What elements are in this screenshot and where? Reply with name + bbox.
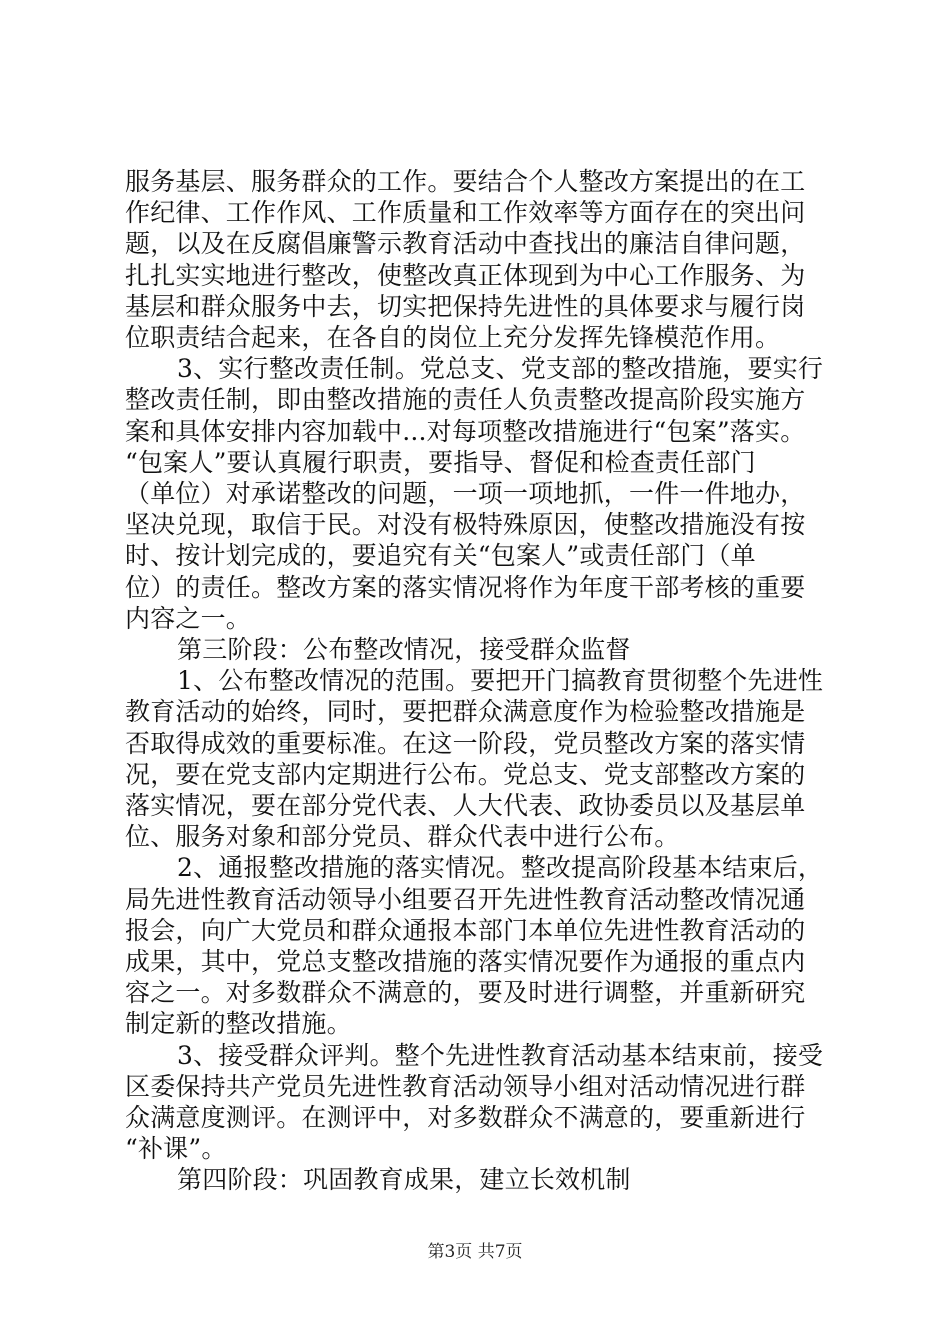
text-line: 服务基层、服务群众的工作。要结合个人整改方案提出的在工	[125, 167, 806, 196]
text-line: 况，要在党支部内定期进行公布。党总支、党支部整改方案的	[125, 759, 806, 789]
text-line: “补课”。	[125, 1134, 227, 1164]
text-line: 位、服务对象和部分党员、群众代表中进行公布。	[125, 822, 680, 852]
text-line: 扎扎实实地进行整改，使整改真正体现到为中心工作服务、为	[125, 260, 806, 290]
text-line: 容之一。对多数群众不满意的，要及时进行调整，并重新研究	[125, 978, 806, 1008]
text-line: 整改责任制，即由整改措施的责任人负责整改提高阶段实施方	[125, 385, 806, 415]
text-line: 位）的责任。整改方案的落实情况将作为年度干部考核的重要	[125, 572, 806, 602]
text-line: 时、按计划完成的，要追究有关“包案人”或责任部门（单	[125, 541, 756, 571]
text-line: 位职责结合起来，在各自的岗位上充分发挥先锋模范作用。	[125, 323, 781, 352]
paragraph-start-line: 2、通报整改措施的落实情况。整改提高阶段基本结束后，	[177, 853, 824, 883]
text-line: 案和具体安排内容加载中...对每项整改措施进行“包案”落实。	[125, 416, 806, 446]
section-heading: 第三阶段：公布整改情况，接受群众监督	[177, 635, 631, 664]
text-line: 题，以及在反腐倡廉警示教育活动中查找出的廉洁自律问题，	[125, 229, 806, 259]
text-line: 众满意度测评。在测评中，对多数群众不满意的，要重新进行	[125, 1103, 806, 1132]
text-line: 落实情况，要在部分党代表、人大代表、政协委员以及基层单	[125, 791, 806, 820]
text-line: 教育活动的始终，同时，要把群众满意度作为检验整改措施是	[125, 697, 806, 727]
text-line: “包案人”要认真履行职责，要指导、督促和检查责任部门	[125, 447, 756, 477]
text-line: 内容之一。	[125, 603, 252, 633]
text-line: 报会，向广大党员和群众通报本部门本单位先进性教育活动的	[125, 915, 806, 945]
text-line: 区委保持共产党员先进性教育活动领导小组对活动情况进行群	[125, 1071, 806, 1101]
page-footer: 第3页 共7页	[427, 1242, 523, 1262]
text-line: 作纪律、工作作风、工作质量和工作效率等方面存在的突出问	[125, 198, 806, 228]
section-heading: 第四阶段：巩固教育成果，建立长效机制	[177, 1165, 631, 1195]
text-line: 成果，其中，党总支整改措施的落实情况要作为通报的重点内	[125, 947, 806, 976]
paragraph-start-line: 3、接受群众评判。整个先进性教育活动基本结束前，接受	[177, 1040, 824, 1070]
text-line: 制定新的整改措施。	[125, 1009, 352, 1039]
text-line: 局先进性教育活动领导小组要召开先进性教育活动整改情况通	[125, 884, 806, 914]
text-line: （单位）对承诺整改的问题，一项一项地抓，一件一件地办，	[125, 479, 806, 508]
text-line: 基层和群众服务中去，切实把保持先进性的具体要求与履行岗	[125, 291, 806, 321]
text-line: 坚决兑现，取信于民。对没有极特殊原因，使整改措施没有按	[125, 510, 806, 540]
paragraph-start-line: 1、公布整改情况的范围。要把开门搞教育贯彻整个先进性	[177, 666, 824, 696]
paragraph-start-line: 3、实行整改责任制。党总支、党支部的整改措施，要实行	[177, 354, 824, 384]
text-line: 否取得成效的重要标准。在这一阶段，党员整改方案的落实情	[125, 728, 806, 758]
